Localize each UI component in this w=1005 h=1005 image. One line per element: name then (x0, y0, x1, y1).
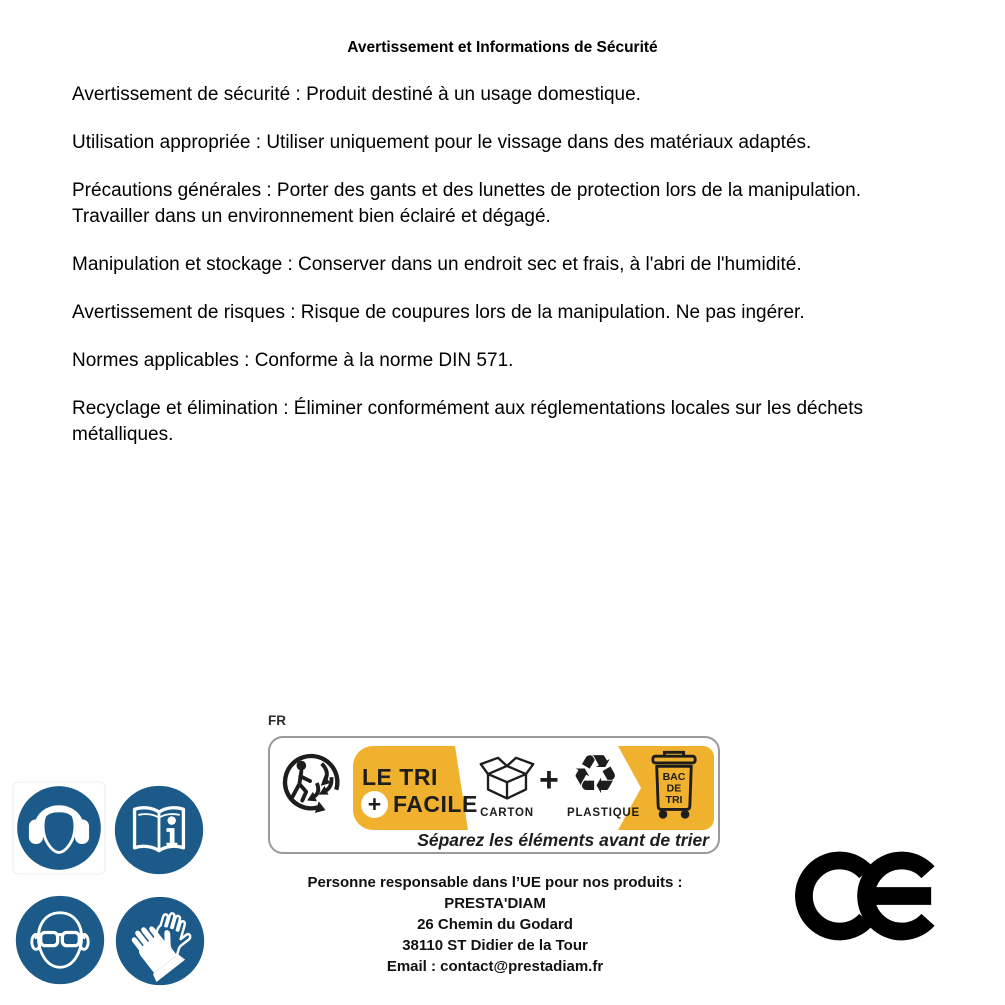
safety-paragraph: Recyclage et élimination : Éliminer conformément aux réglementations locales sur les déchets métalliques. (72, 398, 863, 445)
label-headline-line1: LE TRI (362, 764, 438, 790)
label-headline-line2: FACILE (393, 791, 478, 817)
safety-paragraph: Précautions générales : Porter des gants et des lunettes de protection lors de la manipulation. Travailler dans un environnement bien éclairé et dégagé. (72, 180, 861, 227)
info-tri-label (268, 736, 720, 854)
svg-text:BAC: BAC (662, 771, 686, 784)
address-street: 26 Chemin du Godard (417, 916, 573, 933)
safety-paragraph: Avertissement de sécurité : Produit destiné à un usage domestique. (72, 84, 641, 105)
responsible-person-block (269, 872, 721, 977)
material-label-plastique: PLASTIQUE (567, 807, 641, 819)
wear-eye-protection-icon (13, 893, 107, 987)
safety-paragraph: Utilisation appropriée : Utiliser uniquement pour le vissage dans des matériaux adaptés. (72, 132, 812, 153)
svg-text:DE: DE (666, 782, 682, 795)
contact-email: Email : contact@prestadiam.fr (386, 958, 604, 975)
material-label-carton: CARTON (480, 807, 534, 819)
read-instruction-manual-icon (112, 783, 206, 877)
safety-text (72, 82, 934, 470)
ce-mark-text (0, 0, 1, 1)
wear-protective-gloves-icon (113, 894, 207, 988)
wear-ear-protection-icon (12, 781, 106, 875)
page-title: Avertissement et Informations de Sécurité (347, 39, 658, 57)
company-name: PRESTA'DIAM (444, 895, 546, 912)
triman-icon (280, 749, 344, 817)
country-code-label: FR (268, 713, 286, 728)
address-city: 38110 ST Didier de la Tour (402, 937, 588, 954)
cardboard-box-icon (478, 756, 536, 803)
label-tagline: Séparez les éléments avant de trier (417, 830, 709, 850)
plus-circle-icon: + (361, 791, 388, 818)
sorting-bin-icon (650, 749, 698, 821)
responsible-intro: Personne responsable dans l’UE pour nos produits : (307, 874, 683, 891)
safety-paragraph: Normes applicables : Conforme à la norme DIN 571. (72, 350, 514, 371)
ce-mark (795, 845, 943, 947)
plus-separator: + (539, 761, 559, 799)
svg-text:TRI: TRI (665, 794, 683, 807)
safety-paragraph: Avertissement de risques : Risque de coupures lors de la manipulation. Ne pas ingérer. (72, 302, 805, 323)
recycling-loop-icon: ♻ (571, 743, 620, 806)
safety-paragraph: Manipulation et stockage : Conserver dans un endroit sec et frais, à l'abri de l'humidité. (72, 254, 802, 275)
